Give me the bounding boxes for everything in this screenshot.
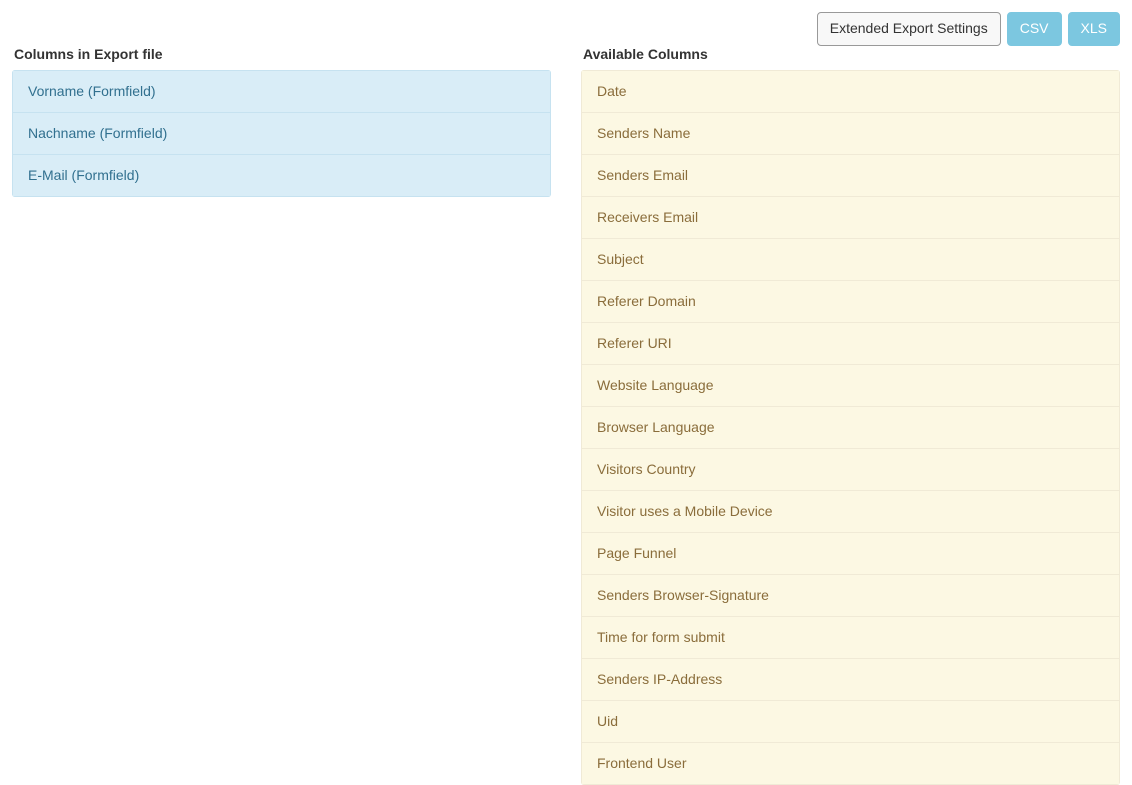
extended-export-settings-button[interactable]: Extended Export Settings: [817, 12, 1001, 46]
list-item[interactable]: Page Funnel: [581, 533, 1120, 575]
list-item[interactable]: Senders Browser-Signature: [581, 575, 1120, 617]
list-item[interactable]: Referer Domain: [581, 281, 1120, 323]
list-item[interactable]: Browser Language: [581, 407, 1120, 449]
list-item[interactable]: Visitor uses a Mobile Device: [581, 491, 1120, 533]
list-item[interactable]: Subject: [581, 239, 1120, 281]
list-item[interactable]: Receivers Email: [581, 197, 1120, 239]
list-item[interactable]: Uid: [581, 701, 1120, 743]
export-xls-button[interactable]: XLS: [1068, 12, 1120, 46]
list-item[interactable]: Senders Name: [581, 113, 1120, 155]
list-item[interactable]: Nachname (Formfield): [12, 113, 551, 155]
export-columns-pane: [12, 46, 551, 785]
list-item[interactable]: Vorname (Formfield): [12, 70, 551, 113]
available-columns-title: Available Columns: [583, 46, 708, 62]
column-configuration: [0, 46, 1132, 785]
list-item[interactable]: Senders IP-Address: [581, 659, 1120, 701]
list-item[interactable]: Time for form submit: [581, 617, 1120, 659]
export-columns-list[interactable]: [12, 70, 551, 197]
list-item[interactable]: Date: [581, 70, 1120, 113]
list-item[interactable]: Frontend User: [581, 743, 1120, 785]
list-item[interactable]: E-Mail (Formfield): [12, 155, 551, 197]
available-columns-list[interactable]: [581, 70, 1120, 785]
export-columns-title: Columns in Export file: [14, 46, 163, 62]
export-csv-button[interactable]: CSV: [1007, 12, 1062, 46]
list-item[interactable]: Referer URI: [581, 323, 1120, 365]
list-item[interactable]: Website Language: [581, 365, 1120, 407]
list-item[interactable]: Visitors Country: [581, 449, 1120, 491]
available-columns-pane: [581, 46, 1120, 785]
export-toolbar: [817, 12, 1120, 46]
list-item[interactable]: Senders Email: [581, 155, 1120, 197]
